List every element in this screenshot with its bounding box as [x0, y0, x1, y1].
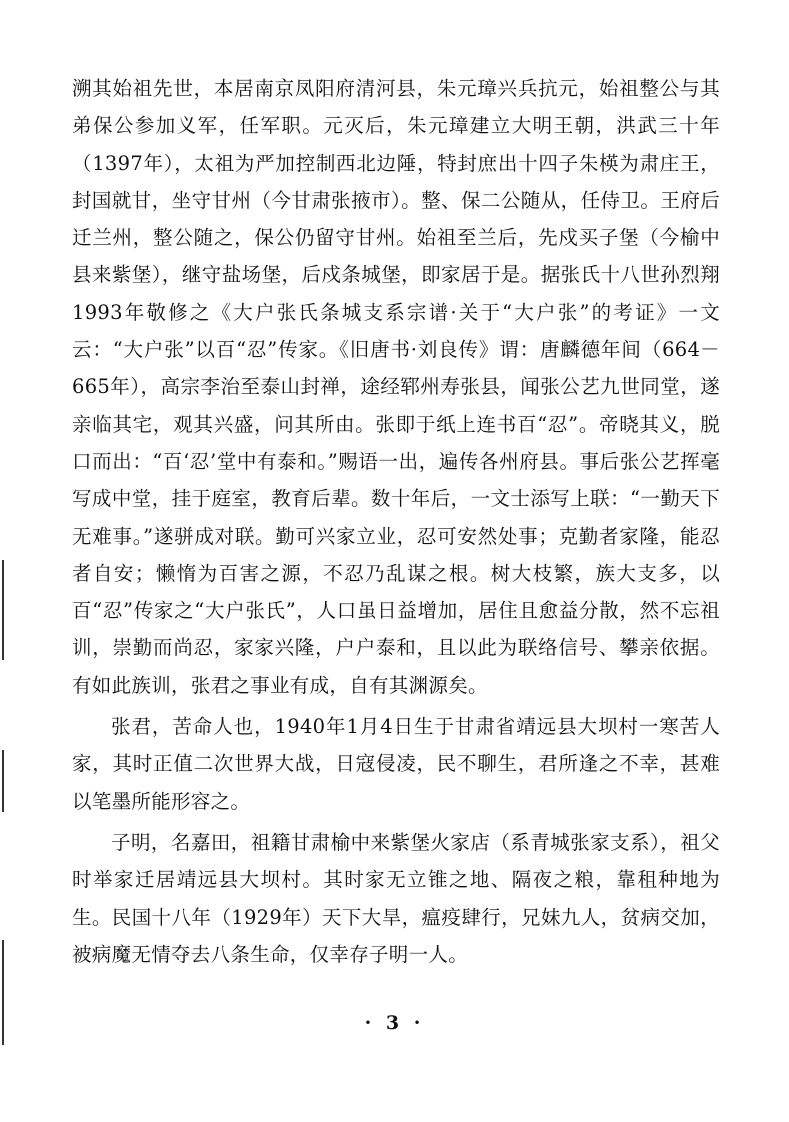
body-text — [72, 70, 720, 973]
margin-rule — [2, 560, 4, 660]
paragraph-birth: 张君，苦命人也，1940年1月4日生于甘肃省靖远县大坝村一寒苦人家，其时正值二次世界大战，日寇侵凌，民不聊生，君所逢之不幸，甚难以笔墨所能形容之。 — [72, 715, 720, 813]
paragraph-father: 子明，名嘉田，祖籍甘肃榆中来紫堡火家店（系青城张家支系），祖父时举家迁居靖远县大坝村。其时家无立锥之地、隔夜之粮，靠租种地为生。民国十八年（1929年）天下大旱，瘟疫肆行，兄妹九人，贫病交加，被病魔无情夺去八条生命，仅幸存子明一人。 — [72, 830, 720, 966]
page-number: · 3 · — [364, 1012, 425, 1034]
margin-rule — [2, 750, 4, 812]
paragraph-ancestry: 溯其始祖先世，本居南京凤阳府清河县，朱元璋兴兵抗元，始祖整公与其弟保公参加义军，任军职。元灭后，朱元璋建立大明王朝，洪武三十年（1397年），太祖为严加控制西北边陲，特封庶出十四子朱楧为肃庄王，封国就甘，坐守甘州（今甘肃张掖市）。整、保二公随从，任侍卫。王府后迁兰州，整公随之，保公仍留守甘州。始祖至兰后，先戍买子堡（今榆中县来紫堡），继守盐场堡，后戍条城堡，即家居于是。据张氏十八世孙烈翔1993年敬修之《大户张氏条城支系宗谱·关于“大户张”的考证》一文云：“大户张”以百“忍”传家。《旧唐书·刘良传》谓：唐麟德年间（664－665年），高宗李治至泰山封禅，途经郓州寿张县，闻张公艺九世同堂，遂亲临其宅，观其兴盛，问其所由。张即于纸上连书百“忍”。帝晓其义，脱口而出：“百‘忍’堂中有泰和。”赐语一出，遍传各州府县。事后张公艺挥毫写成中堂，挂于庭室，教育后辈。数十年后，一文士添写上联：“一勤天下无难事。”遂骈成对联。勤可兴家立业，忍可安然处事；克勤者家隆，能忍者自安；懒惰为百害之源，不忍乃乱谋之根。树大枝繁，族大支多，以百“忍”传家之“大户张氏”，人口虽日益增加，居住且愈益分散，然不忘祖训，崇勤而尚忍，家家兴隆，户户泰和，且以此为联络信号、攀亲依据。有如此族训，张君之事业有成，自有其渊源矣。 — [72, 77, 720, 697]
